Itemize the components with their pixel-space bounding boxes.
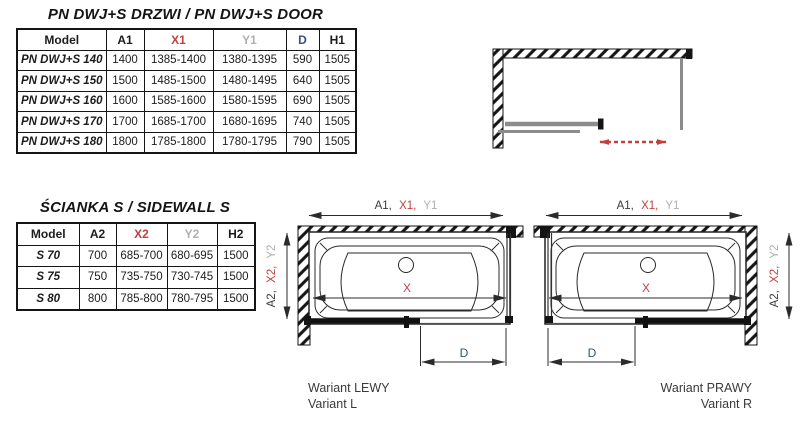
sidewall-spec-section: [16, 199, 254, 311]
model-cell: PN DWJ+S 140: [17, 50, 106, 71]
door-handle-knob: [643, 316, 648, 328]
value-cell: 750: [79, 267, 116, 289]
value-cell: 735-750: [116, 267, 167, 289]
door-handle-knob: [598, 119, 604, 130]
sidewall-spec-table: [16, 222, 256, 311]
value-cell: 1685-1700: [144, 112, 213, 133]
value-cell: 590: [286, 50, 319, 71]
value-cell: 640: [286, 71, 319, 92]
col-header-y1: Y1: [213, 29, 286, 50]
value-cell: 780-795: [167, 288, 217, 310]
drain: [399, 258, 414, 273]
table-row: [17, 112, 356, 133]
value-cell: 1680-1695: [213, 112, 286, 133]
value-cell: 1500: [217, 288, 255, 310]
dim-a1: A1,: [616, 200, 634, 212]
dim-y1: Y1: [665, 200, 680, 212]
variant-left-line1: Wariant LEWY: [308, 381, 390, 395]
value-cell: 1385-1400: [144, 50, 213, 71]
door-bracket: [744, 316, 751, 325]
sidewall-bracket-bottom: [545, 316, 553, 323]
value-cell: 740: [286, 112, 319, 133]
table-row: [17, 71, 356, 92]
model-cell: PN DWJ+S 180: [17, 132, 106, 153]
variant-left-line2: Variant L: [308, 396, 358, 411]
value-cell: 1500: [217, 267, 255, 289]
col-header-model: Model: [17, 223, 79, 245]
value-cell: 1380-1395: [213, 50, 286, 71]
wall-end-cap: [686, 49, 692, 59]
col-header-model: Model: [17, 29, 106, 50]
variant-right-line2: Variant R: [700, 396, 752, 411]
dim-a2: A2,: [769, 290, 781, 308]
table-row: [17, 91, 356, 112]
model-cell: PN DWJ+S 160: [17, 91, 106, 112]
dim-x2: X2,: [769, 265, 781, 283]
table-row: [17, 50, 356, 71]
col-header-x1: X1: [144, 29, 213, 50]
value-cell: 1480-1495: [213, 71, 286, 92]
dim-label-d: D: [459, 346, 469, 360]
value-cell: 1400: [106, 50, 144, 71]
door-table-header-row: [17, 29, 356, 50]
col-header-x2: X2: [116, 223, 167, 245]
value-cell: 680-695: [167, 245, 217, 267]
value-cell: 685-700: [116, 245, 167, 267]
value-cell: 785-800: [116, 288, 167, 310]
dim-label-x: X: [402, 281, 412, 295]
door-handle-knob: [404, 316, 409, 328]
dim-label-a2x2y2: [769, 245, 781, 308]
dim-label-a1x1y1: [375, 200, 438, 212]
col-header-a1: A1: [106, 29, 144, 50]
wall-left: [298, 226, 310, 345]
value-cell: 690: [286, 91, 319, 112]
dim-y2: Y2: [266, 244, 278, 259]
wall-top: [493, 49, 692, 58]
dim-label-d: D: [587, 346, 597, 360]
value-cell: 1505: [319, 112, 356, 133]
dim-x2: X2,: [266, 265, 278, 283]
dim-y2: Y2: [769, 244, 781, 259]
col-header-y2: Y2: [167, 223, 217, 245]
wall-right: [745, 226, 757, 345]
value-cell: 1780-1795: [213, 132, 286, 153]
sidewall-bracket-bottom: [505, 316, 513, 323]
dim-y1: Y1: [423, 200, 438, 212]
dim-label-a2x2y2: [266, 245, 278, 308]
value-cell: 1500: [106, 71, 144, 92]
dim-a1: A1,: [374, 200, 392, 212]
door-bracket: [304, 316, 311, 325]
installation-diagram: [488, 42, 698, 157]
value-cell: 800: [79, 288, 116, 310]
wall-left: [493, 49, 503, 148]
dim-x1: X1,: [399, 200, 417, 212]
table-row: [17, 245, 255, 267]
dim-x1: X1,: [641, 200, 659, 212]
value-cell: 1485-1500: [144, 71, 213, 92]
value-cell: 1505: [319, 91, 356, 112]
value-cell: 1500: [217, 245, 255, 267]
model-cell: S 80: [17, 288, 79, 310]
col-header-a2: A2: [79, 223, 116, 245]
value-cell: 1700: [106, 112, 144, 133]
door-table-title: PN DWJ+S DRZWI / PN DWJ+S DOOR: [47, 6, 324, 23]
col-header-h1: H1: [319, 29, 356, 50]
table-row: [17, 132, 356, 153]
table-row: [17, 288, 255, 310]
table-row: [17, 267, 255, 289]
door-spec-section: [16, 6, 355, 154]
drain: [641, 258, 656, 273]
dim-a2: A2,: [266, 290, 278, 308]
value-cell: 700: [79, 245, 116, 267]
value-cell: 1800: [106, 132, 144, 153]
value-cell: 1785-1800: [144, 132, 213, 153]
value-cell: 1580-1595: [213, 91, 286, 112]
value-cell: 1585-1600: [144, 91, 213, 112]
value-cell: 790: [286, 132, 319, 153]
value-cell: 1505: [319, 50, 356, 71]
bathtub-diagram-right: [532, 192, 800, 370]
value-cell: 1600: [106, 91, 144, 112]
col-header-d: D: [286, 29, 319, 50]
sidewall-table-header-row: [17, 223, 255, 245]
bathtub-diagram-left: [256, 192, 528, 370]
variant-left-caption: [308, 381, 390, 412]
sidewall-table-title: ŚCIANKA S / SIDEWALL S: [39, 199, 231, 216]
model-cell: S 70: [17, 245, 79, 267]
dim-label-a1x1y1: [617, 200, 680, 212]
variant-right-line1: Wariant PRAWY: [660, 381, 752, 395]
col-header-h2: H2: [217, 223, 255, 245]
model-cell: PN DWJ+S 150: [17, 71, 106, 92]
model-cell: PN DWJ+S 170: [17, 112, 106, 133]
value-cell: 1505: [319, 132, 356, 153]
value-cell: 730-745: [167, 267, 217, 289]
door-spec-table: [16, 28, 357, 154]
model-cell: S 75: [17, 267, 79, 289]
value-cell: 1505: [319, 71, 356, 92]
dim-label-x: X: [641, 281, 651, 295]
variant-right-caption: [558, 381, 752, 412]
